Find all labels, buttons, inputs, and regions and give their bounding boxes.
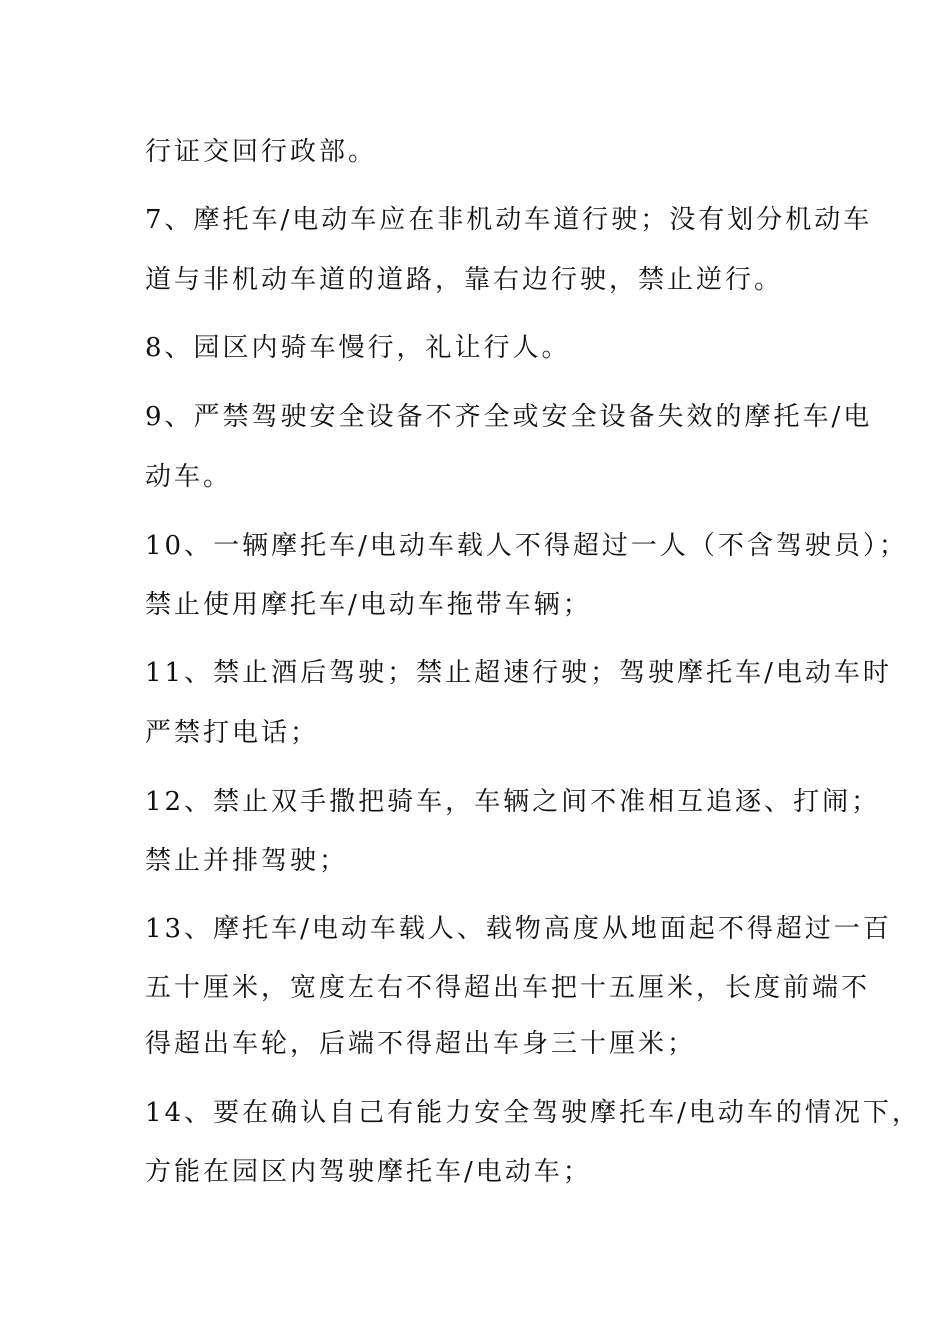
text-line: 11、禁止酒后驾驶；禁止超速行驶；驾驶摩托车/电动车时 (145, 658, 892, 688)
text-line: 10、一辆摩托车/电动车载人不得超过一人（不含驾驶员）； (145, 531, 908, 561)
text-line: 得超出车轮，后端不得超出车身三十厘米； (145, 1029, 697, 1059)
text-line: 动车。 (145, 462, 233, 492)
text-line: 12、禁止双手撒把骑车，车辆之间不准相互追逐、打闹； (145, 787, 881, 817)
text-line: 行证交回行政部。 (145, 137, 378, 167)
text-line: 7、摩托车/电动车应在非机动车道行驶；没有划分机动车 (145, 205, 873, 235)
text-line: 8、园区内骑车慢行，礼让行人。 (145, 333, 571, 363)
text-line: 五十厘米，宽度左右不得超出车把十五厘米，长度前端不 (145, 973, 871, 1003)
text-line: 道与非机动车道的道路，靠右边行驶，禁止逆行。 (145, 265, 784, 295)
text-line: 14、要在确认自己有能力安全驾驶摩托车/电动车的情况下， (145, 1098, 921, 1128)
text-line: 13、摩托车/电动车载人、载物高度从地面起不得超过一百 (145, 914, 892, 944)
text-line: 方能在园区内驾驶摩托车/电动车； (145, 1157, 592, 1187)
text-line: 9、严禁驾驶安全设备不齐全或安全设备失效的摩托车/电 (145, 402, 873, 432)
text-line: 严禁打电话； (145, 718, 320, 748)
text-line: 禁止并排驾驶； (145, 846, 349, 876)
text-line: 禁止使用摩托车/电动车拖带车辆； (145, 590, 592, 620)
